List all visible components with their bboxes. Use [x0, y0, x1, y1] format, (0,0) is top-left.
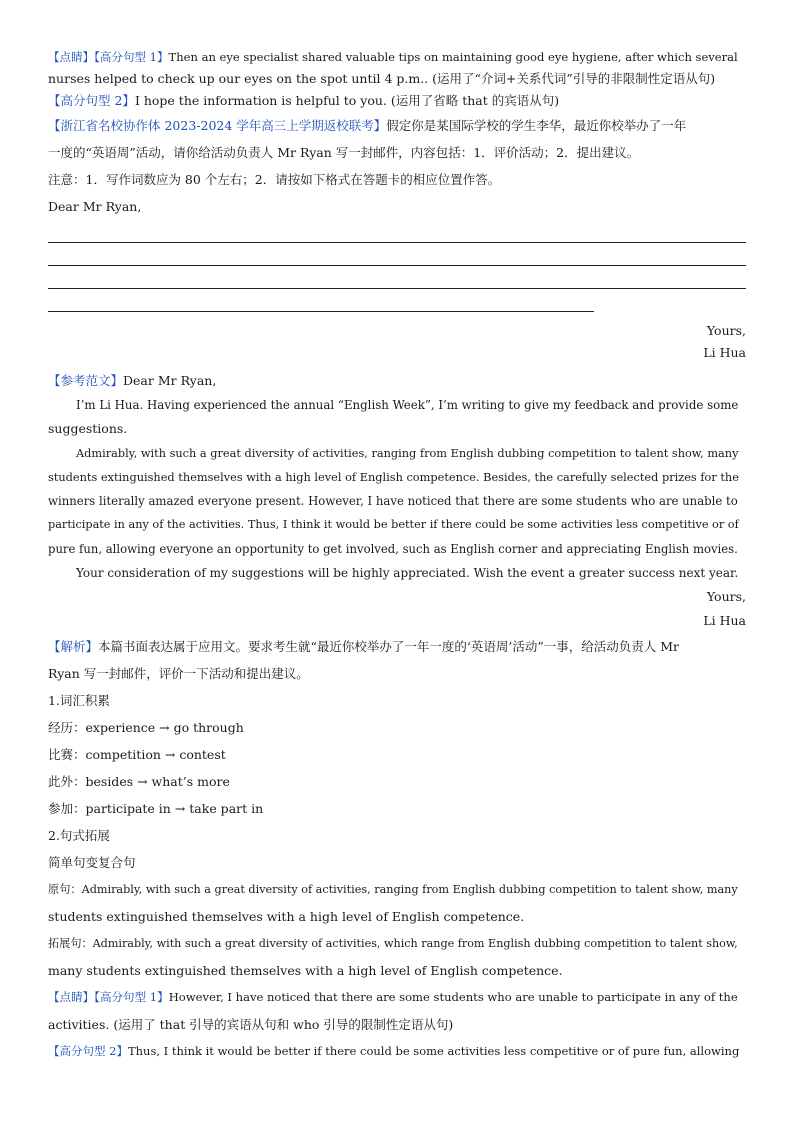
text: Dear Mr Ryan, [123, 373, 217, 388]
model-text: pure fun, allowing everyone an opportunity to get involved, such as English corner and appreciating English movies. [48, 542, 738, 556]
model-closing: Yours, [706, 589, 746, 604]
pattern-heading: 2.句式拓展 [48, 828, 110, 843]
answer-line [48, 265, 746, 266]
model-text: suggestions. [48, 421, 128, 436]
answer-line [48, 288, 746, 289]
document-page [48, 46, 746, 1065]
text: However, I have noticed that there are some students who are unable to participate in any of the [168, 990, 738, 1004]
highlight-sentence-4 [48, 1038, 746, 1065]
tag-analysis: 【解析】 [48, 639, 99, 654]
text-line: nurses helped to check up our eyes on the spot until 4 p.m.. (运用了“介词+关系代词”引导的非限制性定语从句) [48, 71, 716, 86]
task-closing: Yours, [706, 323, 746, 338]
extended-sentence: 拓展句：Admirably, with such a great diversity of activities, which range from English dubbing competition to talent show, [48, 937, 738, 950]
analysis-text: Ryan 写一封邮件，评价一下活动和提出建议。 [48, 666, 309, 681]
model-text: I’m Li Hua. Having experienced the annual “English Week”, I’m writing to give my feedback and provide some [76, 398, 739, 412]
vocab-item: 参加：participate in → take part in [48, 801, 264, 816]
model-header [48, 369, 746, 393]
tag-highlight-2: 【高分句型 2】 [48, 93, 135, 108]
task-greeting: Dear Mr Ryan, [48, 199, 142, 214]
tag-highlight-4: 【高分句型 2】 [48, 1044, 128, 1058]
tag-model: 【参考范文】 [48, 373, 124, 388]
model-text: students extinguished themselves with a high level of English competence. Besides, the carefully selected prizes for the [48, 470, 739, 484]
vocab-item: 比赛：competition → contest [48, 747, 226, 762]
highlight-sentence-3 [48, 984, 746, 1011]
text: I hope the information is helpful to you. (运用了省略 that 的宾语从句) [134, 93, 560, 108]
highlight-sentence-1 [48, 46, 746, 68]
model-signature: Li Hua [703, 613, 746, 628]
model-text: winners literally amazed everyone present. However, I have noticed that there are some students who are unable to [48, 494, 738, 508]
vocab-item: 此外：besides → what’s more [48, 774, 230, 789]
highlight-sentence-2 [48, 90, 746, 112]
tag-source: 【浙江省名校协作体 2023-2024 学年高三上学期返校联考】 [48, 118, 387, 133]
vocab-item: 经历：experience → go through [48, 720, 244, 735]
vocab-heading: 1.词汇积累 [48, 693, 110, 708]
text: Then an eye specialist shared valuable tips on maintaining good eye hygiene, after which several [168, 50, 738, 64]
model-text: participate in any of the activities. Thus, I think it would be better if there could be some activities less competitive or of [48, 518, 739, 531]
analysis-header [48, 633, 746, 660]
text-line: activities. (运用了 that 引导的宾语从句和 who 引导的限制性定语从句) [48, 1017, 454, 1032]
model-text: Admirably, with such a great diversity of activities, ranging from English dubbing competition to talent show, many [76, 446, 739, 460]
pattern-subheading: 简单句变复合句 [48, 855, 136, 870]
task-header [48, 112, 746, 139]
task-line: 一度的“英语周”活动，请你给活动负责人 Mr Ryan 写一封邮件，内容包括：1．评价活动；2．提出建议。 [48, 145, 640, 160]
original-sentence: 原句：Admirably, with such a great diversity of activities, ranging from English dubbing competition to talent show, many [48, 883, 738, 896]
tag-highlight-1: 【点睛】【高分句型 1】 [48, 50, 169, 64]
task-signature: Li Hua [703, 345, 746, 360]
text: Thus, I think it would be better if there could be some activities less competitive or of pure fun, allowing [127, 1044, 740, 1058]
original-sentence: students extinguished themselves with a high level of English competence. [48, 909, 525, 924]
answer-line [48, 242, 746, 243]
tag-highlight-3: 【点睛】【高分句型 1】 [48, 990, 169, 1004]
extended-sentence: many students extinguished themselves with a high level of English competence. [48, 963, 563, 978]
task-note: 注意：1．写作词数应为 80 个左右；2．请按如下格式在答题卡的相应位置作答。 [48, 172, 501, 187]
model-text: Your consideration of my suggestions will be highly appreciated. Wish the event a greater success next year. [76, 566, 739, 580]
text: 假定你是某国际学校的学生李华，最近你校举办了一年 [386, 118, 687, 133]
text: 本篇书面表达属于应用文。要求考生就“最近你校举办了一年一度的‘英语周’活动”一事，给活动负责人 Mr [98, 639, 679, 654]
